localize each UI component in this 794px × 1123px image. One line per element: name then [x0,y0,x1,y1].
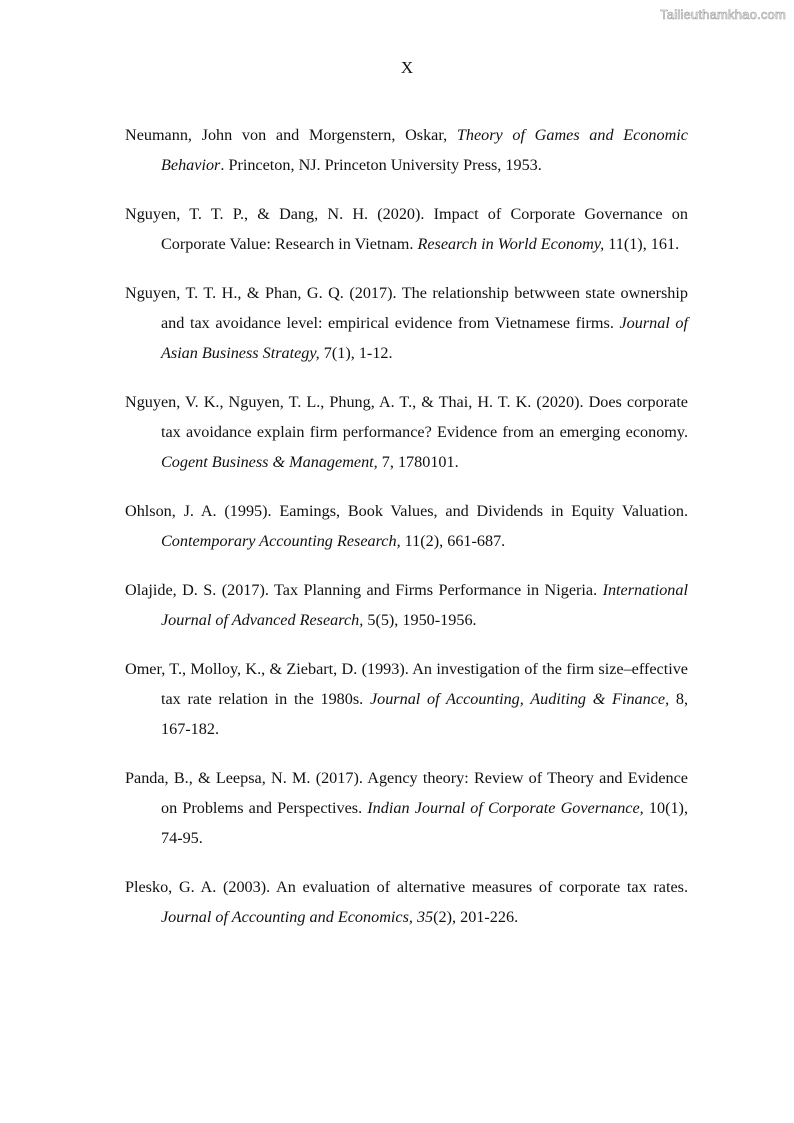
reference-text: Olajide, D. S. (2017). Tax Planning and Firms Performance in Nigeria. [125,581,603,599]
reference-source-title: Journal of Asian Business Strategy, [161,314,689,362]
reference-list [125,120,688,951]
reference-entry-plesko [125,872,688,932]
reference-details: 10(1), 74-95. [161,799,688,847]
reference-text: Nguyen, V. K., Nguyen, T. L., Phung, A. T., & Thai, H. T. K. (2020). Does corporate tax avoidance explain firm performance? Evidence from an emerging economy. [125,393,688,441]
reference-source-title: Journal of Accounting, Auditing & Finance, [369,690,670,708]
reference-details: 5(5), 1950-1956. [363,611,477,629]
reference-entry-nguyen-thai [125,387,688,477]
reference-entry-panda [125,763,688,853]
reference-source-title: Journal of Accounting and Economics, 35 [161,908,434,926]
reference-text: Ohlson, J. A. (1995). Eamings, Book Values, and Dividends in Equity Valuation. [125,502,688,520]
reference-details: 7, 1780101. [377,453,459,471]
reference-source-title: Theory of Games and Economic Behavior [161,126,688,174]
reference-entry-olajide [125,575,688,635]
reference-entry-omer [125,654,688,744]
reference-details: . Princeton, NJ. Princeton University Press, 1953. [220,156,542,174]
reference-text: Nguyen, T. T. H., & Phan, G. Q. (2017). The relationship betwween state ownership and tax avoidance level: empirical evidence from Vietnamese firms. [125,284,688,332]
reference-text: Neumann, John von and Morgenstern, Oskar, [125,126,457,144]
reference-text: Omer, T., Molloy, K., & Ziebart, D. (1993). An investigation of the firm size–effective tax rate relation in the 1980s. [125,660,688,708]
reference-source-title: Contemporary Accounting Research, [161,532,401,550]
reference-text: Plesko, G. A. (2003). An evaluation of alternative measures of corporate tax rates. [125,878,688,896]
reference-text: Panda, B., & Leepsa, N. M. (2017). Agency theory: Review of Theory and Evidence on Problems and Perspectives. [125,769,688,817]
reference-details: 8, 167-182. [161,690,689,738]
page-number: X [400,58,414,77]
reference-details: 7(1), 1-12. [319,344,393,362]
reference-entry-nguyen-phan [125,278,688,368]
reference-entry-neumann [125,120,688,180]
reference-entry-ohlson [125,496,688,556]
reference-source-title: International Journal of Advanced Research, [161,581,688,629]
watermark-text: Tailieuthamkhao.com [660,7,786,22]
reference-source-title: Research in World Economy, [417,235,605,253]
reference-entry-nguyen-dang [125,199,688,259]
reference-details: 11(1), 161. [604,235,680,253]
reference-source-title: Indian Journal of Corporate Governance, [367,799,644,817]
reference-text: Nguyen, T. T. P., & Dang, N. H. (2020). Impact of Corporate Governance on Corporate Value: Research in Vietnam. [125,205,688,253]
reference-details: 11(2), 661-687. [400,532,506,550]
reference-source-title: Cogent Business & Management, [161,453,378,471]
reference-details: (2), 201-226. [433,908,519,926]
